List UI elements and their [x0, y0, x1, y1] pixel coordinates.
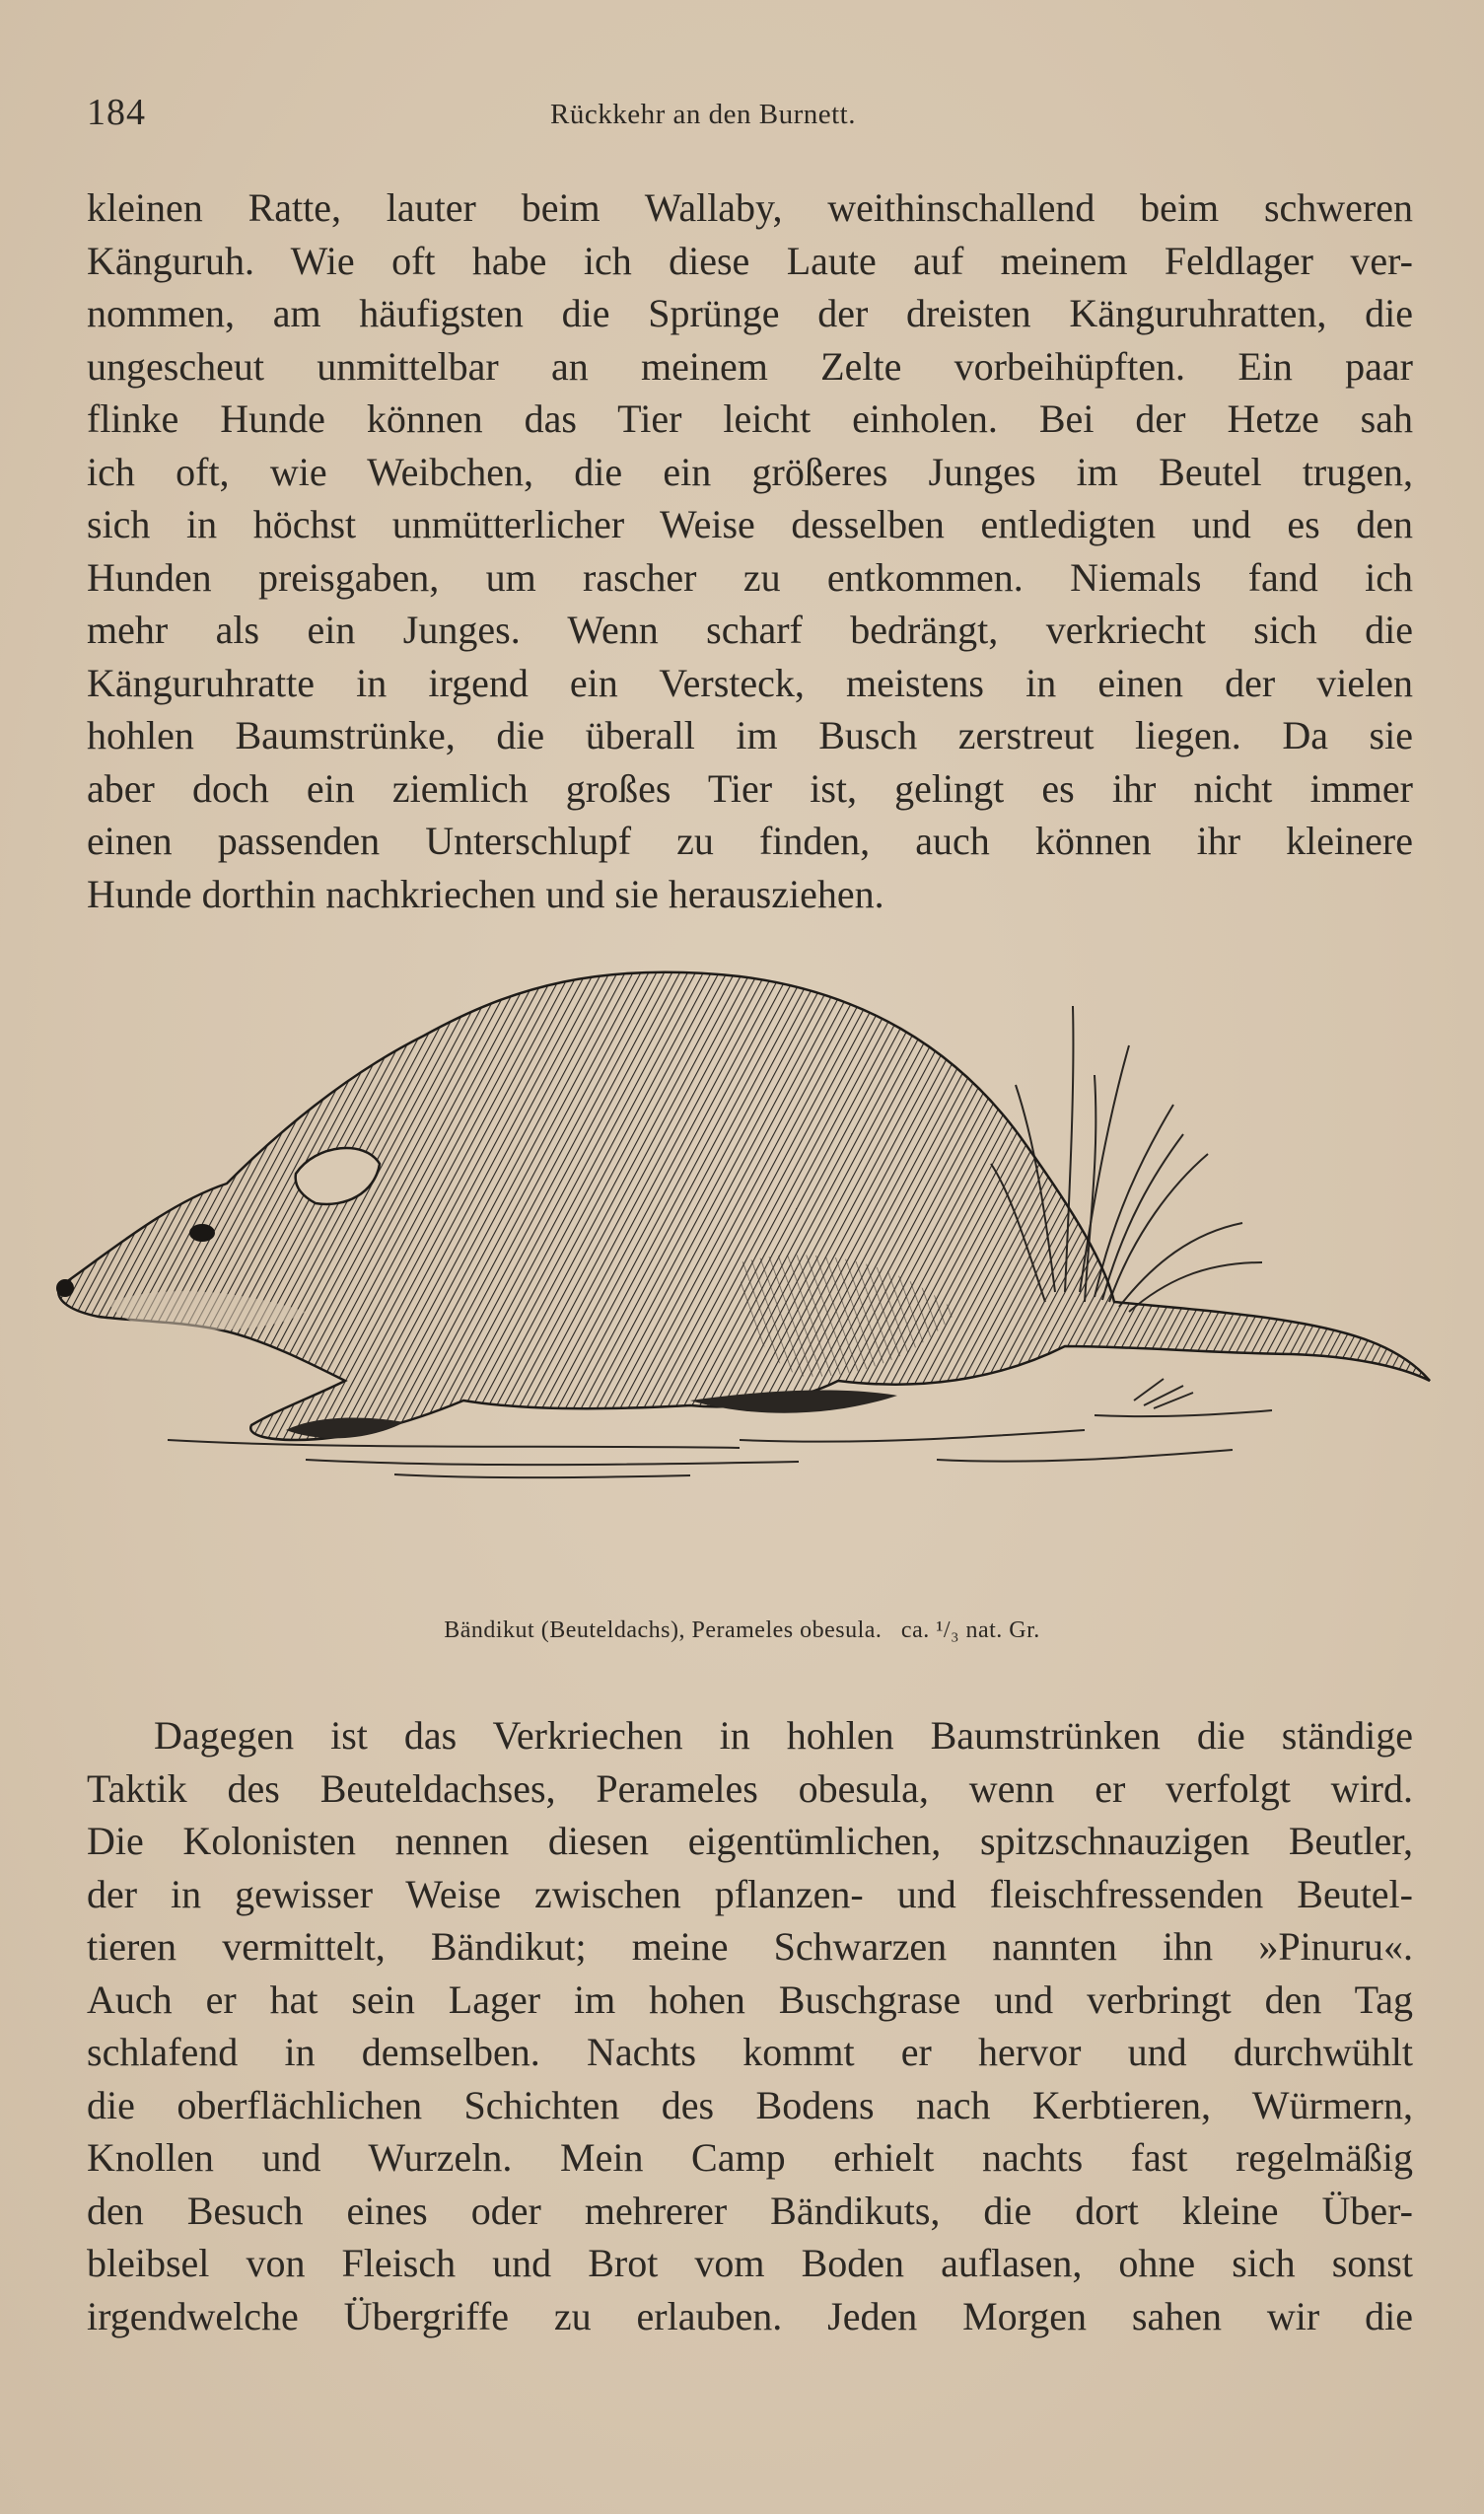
- text-line: hohlen Baumstrünke, die überall im Busch zerstreut liegen. Da sie: [87, 713, 1413, 757]
- text-line: Dagegen ist das Verkriechen in hohlen Baumstrünken die ständige: [154, 1713, 1413, 1758]
- text-line: irgendwelche Übergriffe zu erlauben. Jeden Morgen sahen wir die: [87, 2293, 1413, 2338]
- text-line: die oberflächlichen Schichten des Bodens nach Kerbtieren, Würmern,: [87, 2082, 1413, 2127]
- running-head-title: Rückkehr an den Burnett.: [550, 99, 856, 130]
- text-line: Auch er hat sein Lager im hohen Buschgrase und verbringt den Tag: [87, 1976, 1413, 2022]
- text-line: kleinen Ratte, lauter beim Wallaby, weithinschallend beim schweren: [87, 185, 1413, 230]
- bandicoot-engraving: [49, 967, 1449, 1588]
- text-line: mehr als ein Junges. Wenn scharf bedrängt, verkriecht sich die: [87, 608, 1413, 652]
- text-line: Hunde dorthin nachkriechen und sie herausziehen.: [87, 871, 884, 916]
- text-line: Taktik des Beuteldachses, Perameles obesula, wenn er verfolgt wird.: [87, 1765, 1413, 1811]
- text-line: aber doch ein ziemlich großes Tier ist, gelingt es ihr nicht immer: [87, 765, 1413, 811]
- eye: [189, 1224, 215, 1242]
- text-line: der in gewisser Weise zwischen pflanzen- und fleischfressenden Beutel-: [87, 1871, 1413, 1916]
- text-line: den Besuch eines oder mehrerer Bändikuts, die dort kleine Über-: [87, 2188, 1413, 2233]
- text-line: nommen, am häufigsten die Sprünge der dreisten Känguruhratten, die: [87, 291, 1413, 335]
- text-line: Känguruhratte in irgend ein Versteck, meistens in einen der vielen: [87, 660, 1413, 705]
- text-line: sich in höchst unmütterlicher Weise desselben entledigten und es den: [87, 502, 1413, 546]
- text-line: ungescheut unmittelbar an meinem Zelte vorbeihüpften. Ein paar: [87, 343, 1413, 389]
- text-line: ich oft, wie Weibchen, die ein größeres Junges im Beutel trugen,: [87, 449, 1413, 494]
- text-line: Knollen und Wurzeln. Mein Camp erhielt nachts fast regelmäßig: [87, 2135, 1413, 2180]
- bandicoot-body: [58, 972, 1430, 1440]
- text-line: Hunden preisgaben, um rascher zu entkommen. Niemals fand ich: [87, 554, 1413, 600]
- page-number: 184: [87, 92, 146, 133]
- running-head: [87, 91, 1408, 140]
- caption-scale: ca. ¹/₃ nat. Gr.: [900, 1617, 1040, 1643]
- paragraph-2: [87, 1709, 1413, 2342]
- text-line: einen passenden Unterschlupf zu finden, auch können ihr kleinere: [87, 819, 1413, 863]
- caption-main: Bändikut (Beuteldachs), Perameles obesula.: [444, 1617, 883, 1643]
- text-line: Die Kolonisten nennen diesen eigentümlichen, spitzschnauzigen Beutler,: [87, 1819, 1413, 1863]
- text-line: Känguruh. Wie oft habe ich diese Laute auf meinem Feldlager ver-: [87, 238, 1413, 283]
- text-line: flinke Hunde können das Tier leicht einholen. Bei der Hetze sah: [87, 396, 1413, 441]
- figure-caption: [0, 1617, 1484, 1644]
- nose: [56, 1279, 74, 1297]
- text-line: tieren vermittelt, Bändikut; meine Schwarzen nannten ihn »Pinuru«.: [87, 1924, 1413, 1969]
- text-line: bleibsel von Fleisch und Brot vom Boden auflasen, ohne sich sonst: [87, 2241, 1413, 2285]
- paragraph-1: [87, 181, 1413, 920]
- text-line: schlafend in demselben. Nachts kommt er hervor und durchwühlt: [87, 2030, 1413, 2074]
